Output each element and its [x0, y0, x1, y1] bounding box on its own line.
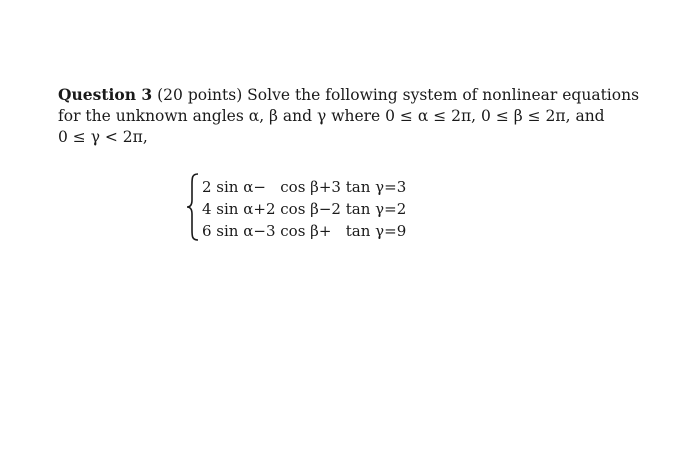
- operator: +: [253, 200, 266, 218]
- equation-row: [202, 176, 406, 198]
- question-label: Question 3: [58, 85, 153, 104]
- equations-table: [202, 176, 406, 242]
- sin-term: 6 sin α: [202, 222, 254, 240]
- equation-row: [202, 220, 406, 242]
- left-brace: [186, 172, 200, 242]
- cos-term: 3 cos β: [265, 222, 319, 240]
- problem-line-1: [58, 84, 638, 106]
- rhs-value: 2: [396, 200, 407, 218]
- cos-term: cos β: [280, 178, 319, 196]
- problem-line-1-text: (20 points) Solve the following system of nonlinear equations: [152, 86, 640, 104]
- operator: −: [253, 222, 266, 240]
- sin-term: 2 sin α: [202, 178, 254, 196]
- equals-sign: =: [384, 178, 397, 196]
- rhs-value: 9: [396, 222, 407, 240]
- rhs-value: 3: [396, 178, 407, 196]
- sin-term: 4 sin α: [202, 200, 254, 218]
- problem-line-3: 0 ≤ γ < 2π,: [58, 128, 148, 146]
- equation-row: [202, 198, 406, 220]
- equals-sign: =: [384, 222, 397, 240]
- problem-statement: [58, 84, 638, 148]
- tan-term: tan γ: [345, 222, 385, 240]
- tan-term: 2 tan γ: [331, 200, 385, 218]
- equals-sign: =: [384, 200, 397, 218]
- problem-line-2: for the unknown angles α, β and γ where 0 ≤ α ≤ 2π, 0 ≤ β ≤ 2π, and: [58, 107, 605, 125]
- operator: −: [318, 200, 332, 218]
- cos-term: 2 cos β: [265, 200, 319, 218]
- operator: +: [318, 222, 332, 240]
- operator: +: [318, 178, 332, 196]
- operator: −: [253, 178, 266, 196]
- tan-term: 3 tan γ: [331, 178, 385, 196]
